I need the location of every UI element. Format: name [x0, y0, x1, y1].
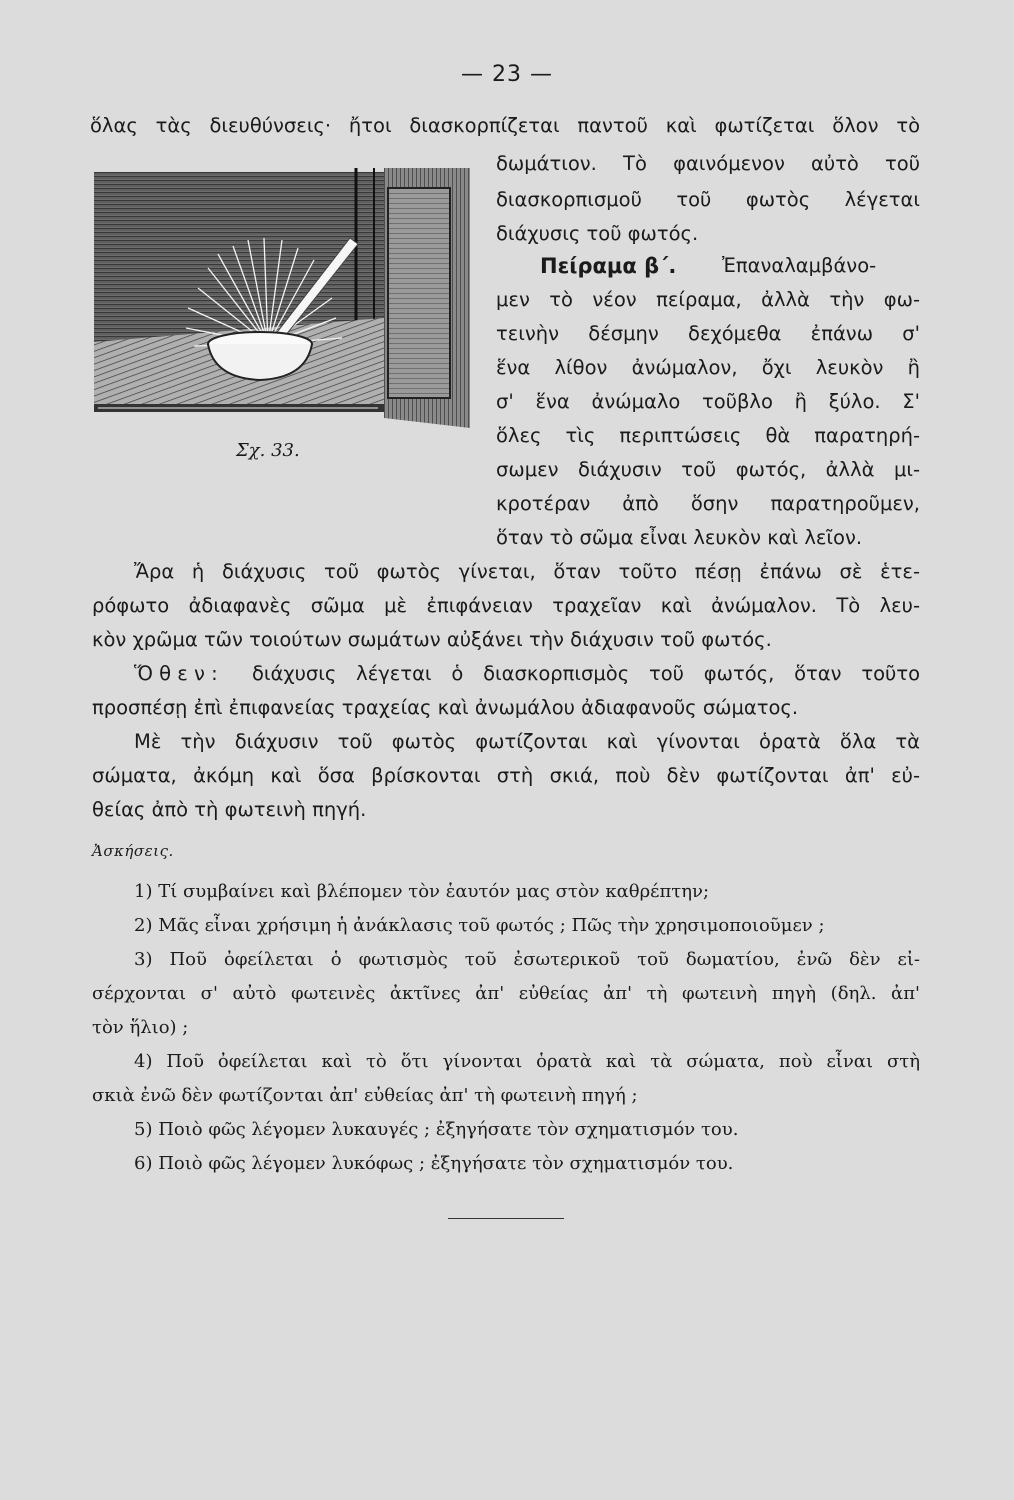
text-line: Ἄρα ἡ διάχυσις τοῦ φωτὸς γίνεται, ὅταν τοῦτο πέσῃ ἐπάνω σὲ ἑτε- [134, 560, 920, 583]
text-line: κροτέραν ἀπὸ ὅσην παρατηροῦμεν, [496, 492, 920, 515]
text-line: ρόφωτο ἀδιαφανὲς σῶμα μὲ ἐπιφάνειαν τραχεῖαν καὶ ἀνώμαλον. Τὸ λευ- [92, 594, 920, 617]
text-line: ὅλας τὰς διευθύνσεις· ἤτοι διασκορπίζεται παντοῦ καὶ φωτίζεται ὅλον τὸ [90, 114, 920, 137]
figure-33-illustration [88, 168, 470, 428]
exercise-item: 4) Ποῦ ὀφείλεται καὶ τὸ ὅτι γίνονται ὁρατὰ καὶ τὰ σώματα, ποὺ εἶναι στὴ [134, 1051, 920, 1072]
text-line: τεινὴν δέσμην δεχόμεθα ἐπάνω σ' [496, 322, 920, 345]
page-number: — 23 — [461, 62, 553, 87]
exercise-item: σκιὰ ἐνῶ δὲν φωτίζονται ἀπ' εὐθείας ἀπ' τὴ φωτεινὴ πηγή ; [92, 1085, 638, 1106]
definition-label: Ὅ θ ε ν : [134, 662, 218, 685]
text-line: σώματα, ἀκόμη καὶ ὅσα βρίσκονται στὴ σκιά, ποὺ δὲν φωτίζονται ἀπ' εὐ- [92, 764, 920, 787]
exercise-item: 2) Μᾶς εἶναι χρήσιμη ἡ ἀνάκλασις τοῦ φωτός ; Πῶς τὴν χρησιμοποιοῦμεν ; [134, 915, 825, 936]
text-line: σ' ἕνα ἀνώμαλο τοῦβλο ἢ ξύλο. Σ' [496, 390, 920, 413]
exercise-item: 3) Ποῦ ὀφείλεται ὁ φωτισμὸς τοῦ ἐσωτερικοῦ τοῦ δωματίου, ἐνῶ δὲν εἰ- [134, 949, 920, 970]
text-line: σωμεν διάχυσιν τοῦ φωτός, ἀλλὰ μι- [496, 458, 920, 481]
text-line: ἕνα λίθον ἀνώμαλον, ὄχι λευκὸν ἢ [496, 356, 920, 379]
text-line: ὅλες τὶς περιπτώσεις θὰ παρατηρή- [496, 424, 920, 447]
text-line: διάχυσις λέγεται ὁ διασκορπισμὸς τοῦ φωτός, ὅταν τοῦτο [252, 662, 920, 685]
text-line: μεν τὸ νέον πείραμα, ἀλλὰ τὴν φω- [496, 288, 920, 311]
exercise-item: 1) Τί συμβαίνει καὶ βλέπομεν τὸν ἑαυτόν μας στὸν καθρέπτην; [134, 881, 710, 902]
text-line: διάχυσις τοῦ φωτός. [496, 222, 699, 245]
experiment-heading: Πείραμα β΄. [540, 254, 677, 278]
text-line: διασκορπισμοῦ τοῦ φωτὸς λέγεται [496, 188, 920, 211]
text-line: Μὲ τὴν διάχυσιν τοῦ φωτὸς φωτίζονται καὶ γίνονται ὁρατὰ ὅλα τὰ [134, 730, 920, 753]
text-line: προσπέσῃ ἐπὶ ἐπιφανείας τραχείας καὶ ἀνωμάλου ἀδιαφανοῦς σώματος. [92, 696, 799, 719]
text-line: θείας ἀπὸ τὴ φωτεινὴ πηγή. [92, 798, 367, 821]
text-line: δωμάτιον. Τὸ φαινόμενον αὐτὸ τοῦ [496, 152, 920, 175]
exercise-item: τὸν ἥλιο) ; [92, 1017, 189, 1038]
exercises-heading: Ἀσκήσεις. [92, 842, 174, 860]
text-line: ὅταν τὸ σῶμα εἶναι λευκὸν καὶ λεῖον. [496, 526, 863, 549]
exercise-item: 6) Ποιὸ φῶς λέγομεν λυκόφως ; ἐξηγήσατε τὸν σχηματισμόν του. [134, 1153, 734, 1174]
text-line: κὸν χρῶμα τῶν τοιούτων σωμάτων αὐξάνει τὴν διάχυσιν τοῦ φωτός. [92, 628, 772, 651]
closing-rule [448, 1218, 564, 1219]
exercise-item: 5) Ποιὸ φῶς λέγομεν λυκαυγές ; ἐξηγήσατε τὸν σχηματισμόν του. [134, 1119, 739, 1140]
exercise-item: σέρχονται σ' αὐτὸ φωτεινὲς ἀκτῖνες ἀπ' εὐθείας ἀπ' τὴ φωτεινὴ πηγὴ (δηλ. ἀπ' [92, 983, 920, 1004]
text-line: Ἐπαναλαμβάνο- [722, 254, 877, 277]
figure-caption: Σχ. 33. [236, 440, 300, 461]
